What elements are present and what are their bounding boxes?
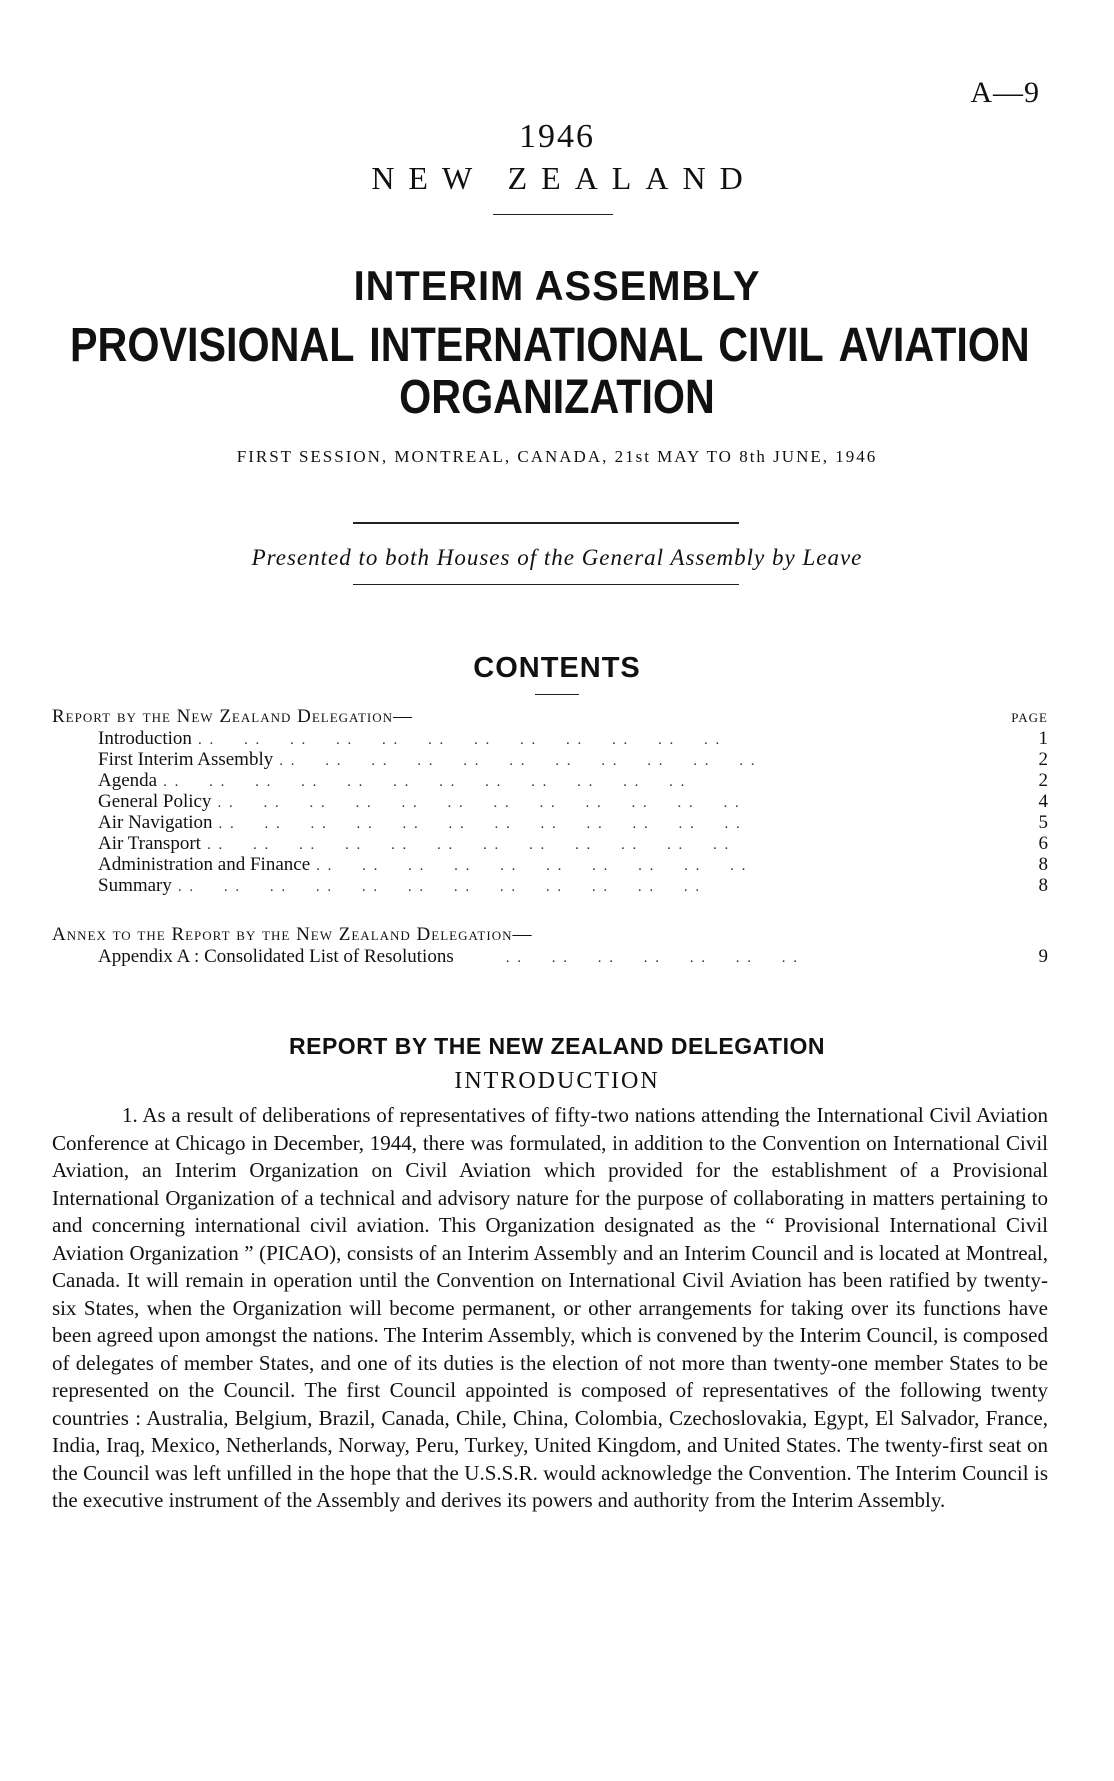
contents-group-annex [52, 924, 1048, 967]
toc-label: Introduction [98, 728, 192, 749]
toc-label: Air Navigation [98, 812, 213, 833]
year: 1946 [519, 118, 595, 155]
dot-leader: . . . . . . . . . . . . . . . . . . . . [316, 858, 748, 874]
title-word: PROVISIONAL [70, 319, 355, 372]
toc-page: 6 [1038, 833, 1048, 854]
toc-row[interactable] [52, 749, 1048, 770]
title-word: CIVIL [718, 319, 824, 372]
toc-row[interactable] [52, 791, 1048, 812]
toc-row[interactable] [52, 728, 1048, 749]
divider [353, 584, 739, 585]
toc-page: 2 [1038, 770, 1048, 791]
contents-heading: CONTENTS [473, 652, 641, 684]
country: NEW ZEALAND [371, 160, 757, 196]
dot-leader: . . . . . . . . . . . . . . . . . . . . . . . . [177, 879, 702, 895]
toc-row[interactable] [52, 812, 1048, 833]
paragraph-1: 1. As a result of deliberations of representatives of fifty-two nations attending the International Civil Aviation Conference at Chicago in December, 1944, there was formulated, in addition to the Convention on International Civil Aviation, an Interim Organization on Civil Aviation which provided for the establishment of a Provisional International Organization of a technical and advisory nature for the purpose of collaborating in matters pertaining to and concerning international civil aviation. This Organization designated as the “ Provisional International Civil Aviation Organization ” (PICAO), consists of an Interim Assembly and an Interim Council and is located at Montreal, Canada. It will remain in operation until the Convention on International Civil Aviation has been ratified by twenty-six States, when the Organization will become permanent, or other arrangements for taking over its functions have been agreed upon amongst the nations. The Interim Assembly, which is convened by the Interim Council, is composed of delegates of member States, and one of its duties is the election of not more than twenty-one member States to be represented on the Council. The first Council appointed is composed of representatives of the following twenty countries : Australia, Belgium, Brazil, Canada, Chile, China, Colombia, Czechoslovakia, Egypt, El Salvador, France, India, Iraq, Mexico, Netherlands, Norway, Peru, Turkey, United Kingdom, and United States. The twenty-first seat on the Council was left unfilled in the hope that the U.S.S.R. would acknowledge the Convention. The Interim Council is the executive instrument of the Assembly and derives its powers and authority from the Interim Assembly. [52, 1103, 1048, 1512]
toc-page: 8 [1038, 854, 1048, 875]
title-interim-assembly: INTERIM ASSEMBLY [353, 262, 761, 309]
dot-leader: . . . . . . . . . . . . . . . . . . . . . . [279, 753, 757, 769]
toc-label: Summary [98, 875, 172, 896]
toc-row[interactable] [52, 854, 1048, 875]
page-column-label: PAGE [1011, 710, 1048, 725]
page-reference: A—9 [970, 76, 1040, 109]
presented-line: Presented to both Houses of the General Assembly by Leave [251, 545, 863, 570]
title-organization: ORGANIZATION [399, 371, 715, 424]
contents-group-title: Report by the New Zealand Delegation— [52, 706, 414, 727]
title-picao [70, 318, 1030, 373]
toc-row[interactable] [52, 770, 1048, 791]
contents-group-title: Annex to the Report by the New Zealand Delegation— [52, 924, 533, 945]
toc-label: General Policy [98, 791, 212, 812]
toc-page: 9 [1038, 946, 1048, 967]
toc-page: 1 [1038, 728, 1048, 749]
toc-page: 5 [1038, 812, 1048, 833]
title-word: AVIATION [838, 319, 1030, 372]
toc-label: First Interim Assembly [98, 749, 274, 770]
dot-leader: . . . . . . . . . . . . . . . . . . . . . . . . [217, 795, 741, 811]
toc-page: 2 [1038, 749, 1048, 770]
divider [353, 522, 739, 524]
dot-leader: . . . . . . . . . . . . . . . . . . . . . . . . [163, 774, 687, 790]
report-heading: REPORT BY THE NEW ZEALAND DELEGATION [289, 1033, 825, 1059]
toc-row[interactable] [52, 875, 1048, 896]
dot-leader: . . . . . . . . . . . . . . . . . . . . . . . . [206, 837, 731, 853]
toc-row[interactable] [52, 946, 1048, 967]
dot-leader: . . . . . . . . . . . . . . . . . . . . . . . . [218, 816, 742, 832]
introduction-heading: INTRODUCTION [454, 1068, 660, 1094]
contents-group-report [52, 706, 1048, 896]
divider [493, 214, 613, 215]
toc-label: Administration and Finance [98, 854, 311, 875]
title-word: INTERNATIONAL [369, 319, 704, 372]
toc-label: Air Transport [98, 833, 201, 854]
divider [535, 694, 579, 695]
toc-page: 8 [1038, 875, 1048, 896]
toc-page: 4 [1038, 791, 1048, 812]
toc-row[interactable] [52, 833, 1048, 854]
session-line: FIRST SESSION, MONTREAL, CANADA, 21st MAY TO 8th JUNE, 1946 [236, 447, 878, 466]
toc-label: Agenda [98, 770, 158, 791]
dot-leader: . . . . . . . . . . . . . . . . . . . . . . . . [197, 732, 722, 748]
toc-label: Appendix A : Consolidated List of Resolutions [98, 946, 454, 967]
dot-leader: . . . . . . . . . . . . . . [459, 950, 799, 966]
